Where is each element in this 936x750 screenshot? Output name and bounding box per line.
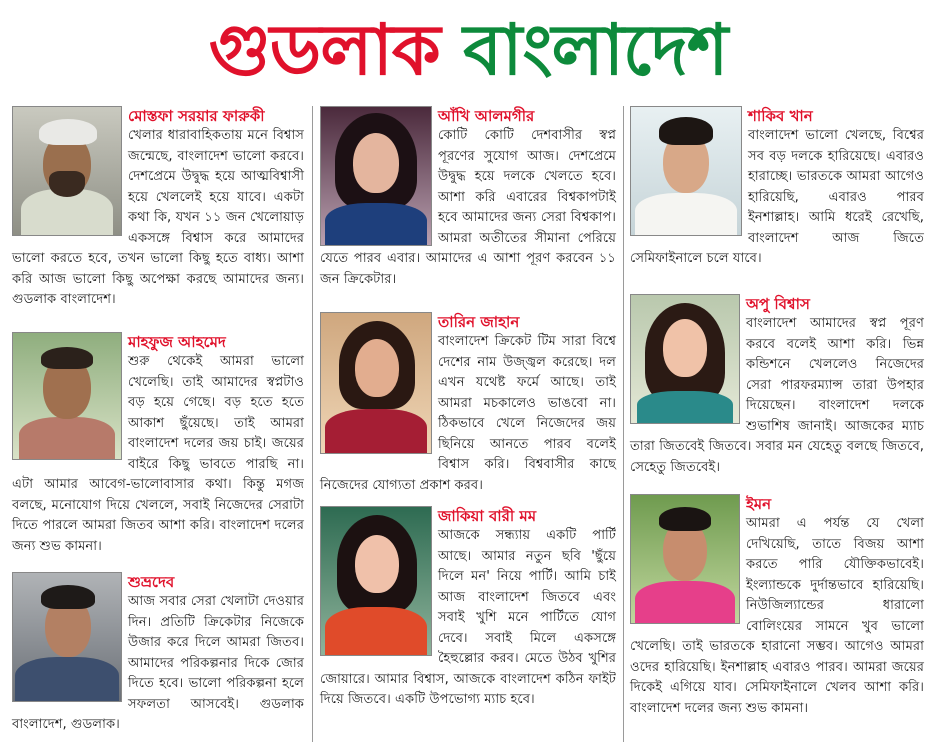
- profile-name: শুভ্রদেব: [128, 573, 175, 591]
- profile-tarin: [320, 312, 616, 496]
- column-divider: [312, 106, 313, 742]
- column-divider: [623, 106, 624, 742]
- profile-zakia: [320, 506, 616, 711]
- profile-name: মোস্তফা সরয়ার ফারুকী: [128, 107, 265, 125]
- farooki-photo: [12, 106, 122, 236]
- profile-name: অপু বিশ্বাস: [746, 295, 810, 313]
- akhi-photo: [320, 106, 432, 246]
- profile-apu: [630, 294, 924, 478]
- column-right: [630, 106, 924, 746]
- tarin-photo: [320, 312, 432, 454]
- profile-name: জাকিয়া বারী মম: [438, 507, 537, 525]
- profile-quote: আজকে সন্ধ্যায় একটি পার্টি আছে। আমার নতুন ছবি 'ছুঁয়ে দিলে মন' নিয়ে পার্টি। আমি চাই আজ বাংলাদেশ জিতবে এবং সবাই খুশি মনে পার্টিতে যোগ দেবে। সবাই মিলে একসঙ্গে হৈহুল্লোর করব। মেতে উঠব খুশির জোয়ারে। আমার বিশ্বাস, আজকে বাংলাদেশ কঠিন ফাইট দিয়ে জিতবে। একটি উপভোগ্য ম্যাচ হবে।: [320, 528, 616, 707]
- profile-quote: আমরা এ পর্যন্ত যে খেলা দেখিয়েছি, তাতে বিজয় আশা করতে পারি যৌক্তিকভাবেই। ইংল্যান্ডকে দুর্দান্তভাবে হারিয়েছি। নিউজিল্যান্ডের ধারালো বোলিংয়ের সামনে খুব ভালো খেলেছি। তাই ভারতকে হারানো সম্ভব। আগেও আমরা ওদের হারিয়েছি। ইনশাল্লাহ এবারও পারব। আমরা জয়ের দিকেই এগিয়ে যাব। সেমিফাইনালে খেলব আশা করি। বাংলাদেশ দলের জন্য শুভ কামনা।: [630, 516, 924, 716]
- zakia-photo: [320, 506, 432, 656]
- mahfuz-photo: [12, 332, 122, 460]
- profile-name: আঁখি আলমগীর: [438, 107, 535, 125]
- shakib-photo: [630, 106, 742, 236]
- profile-shuvro: [12, 572, 304, 736]
- page-headline: [0, 6, 936, 94]
- profile-quote: বাংলাদেশ ভালো খেলছে, বিশ্বের সব বড় দলকে হারিয়েছে। এবারও হারাচ্ছে। ভারতকে আমরা আগেও হারিয়েছি, এবারও পারব ইনশাল্লাহ। আমি ধরেই রেখেছি, বাংলাদেশ আজ জিতে সেমিফাইনালে চলে যাবে।: [630, 128, 924, 266]
- profile-emon: [630, 494, 924, 719]
- profile-quote: আজ সবার সেরা খেলাটা দেওয়ার দিন। প্রতিটি ক্রিকেটার নিজেকে উজার করে দিলে আমরা জিতব। আমাদের পরিকল্পনার দিকে জোর দিতে হবে। ভালো পরিকল্পনা হলে সফলতা আসবেই। গুডলাক বাংলাদেশ, গুডলাক।: [12, 594, 304, 732]
- profile-shakib: [630, 106, 924, 270]
- headline-part1: গুডলাক: [208, 9, 440, 91]
- emon-photo: [630, 494, 740, 624]
- profile-akhi: [320, 106, 616, 290]
- column-middle: [320, 106, 616, 746]
- profile-farooki: [12, 106, 304, 311]
- profile-name: ইমন: [746, 495, 772, 513]
- profile-mahfuz: [12, 332, 304, 557]
- profile-quote: কোটি কোটি দেশবাসীর স্বপ্ন পূরণের সুযোগ আজ। দেশপ্রেমে উদ্বুদ্ধ হয়ে দলকে খেলতে হবে। আশা করি এবারের বিশ্বকাপটাই হবে আমাদের জন্য সেরা বিশ্বকাপ। আমরা অতীতের সীমানা পেরিয়ে যেতে পারব এবার। আমাদের এ আশা পূরণ করবেন ১১ জন ক্রিকেটার।: [320, 128, 616, 287]
- apu-photo: [630, 294, 740, 424]
- profile-name: মাহফুজ আহমেদ: [128, 333, 226, 351]
- column-left: [12, 106, 304, 746]
- profile-quote: বাংলাদেশ আমাদের স্বপ্ন পূরণ করবে বলেই আশা করি। ভিন্ন কন্ডিশনে খেললেও নিজেদের সেরা পারফরম্যান্স তারা উপহার দিয়েছেন। বাংলাদেশ দলকে শুভাশিষ জানাই। আজকের ম্যাচ তারা জিতবেই জিতবে। সবার মন যেহেতু বলছে জিতবে, সেহেতু জিতবেই।: [630, 316, 924, 475]
- profile-quote: খেলার ধারাবাহিকতায় মনে বিশ্বাস জন্মেছে, বাংলাদেশ ভালো করবে। দেশপ্রেমে উদ্বুদ্ধ হয়ে আত্মবিশ্বাসী হয়ে খেললেই হয়ে যাবে। একটা কথা কি, যখন ১১ জন খেলোয়াড় একসঙ্গে বিশ্বাস করে আমাদের ভালো করতে হবে, তখন ভালো কিছু হতে বাধ্য। আশা করি আজ ভালো কিছু অপেক্ষা করছে আমাদের জন্য। গুডলাক বাংলাদেশ।: [12, 128, 304, 307]
- profile-quote: বাংলাদেশ ক্রিকেট টিম সারা বিশ্বে দেশের নাম উজ্জ্বল করেছে। দল এখন যথেষ্ট ফর্মে আছে। তাই আমরা মচকালেও ভাঙবো না। ঠিকভাবে খেলে নিজেদের জয় ছিনিয়ে আনতে পারব বলেই বিশ্বাস করি। বিশ্ববাসীর কাছে নিজেদের যোগ্যতা প্রকাশ করব।: [320, 334, 616, 493]
- profile-name: শাকিব খান: [748, 107, 813, 125]
- profile-quote: শুরু থেকেই আমরা ভালো খেলেছি। তাই আমাদের স্বপ্নটাও বড় হয়ে গেছে। বড় হতে হতে আকাশ ছুঁয়েছে। তাই আমরা বাংলাদেশ দলের জয় চাই। জয়ের বাইরে কিছু ভাবতে পারছি না। এটা আমার আবেগ-ভালোবাসার কথা। কিন্তু মগজ বলছে, মনোযোগ দিয়ে খেললে, সবাই নিজেদের সেরাটা দিতে পারলে আমরা জিতব আশা করি। বাংলাদেশ দলের জন্য শুভ কামনা।: [12, 354, 304, 554]
- headline-part2: বাংলাদেশ: [463, 9, 728, 91]
- profile-name: তারিন জাহান: [438, 313, 520, 331]
- shuvro-photo: [12, 572, 122, 702]
